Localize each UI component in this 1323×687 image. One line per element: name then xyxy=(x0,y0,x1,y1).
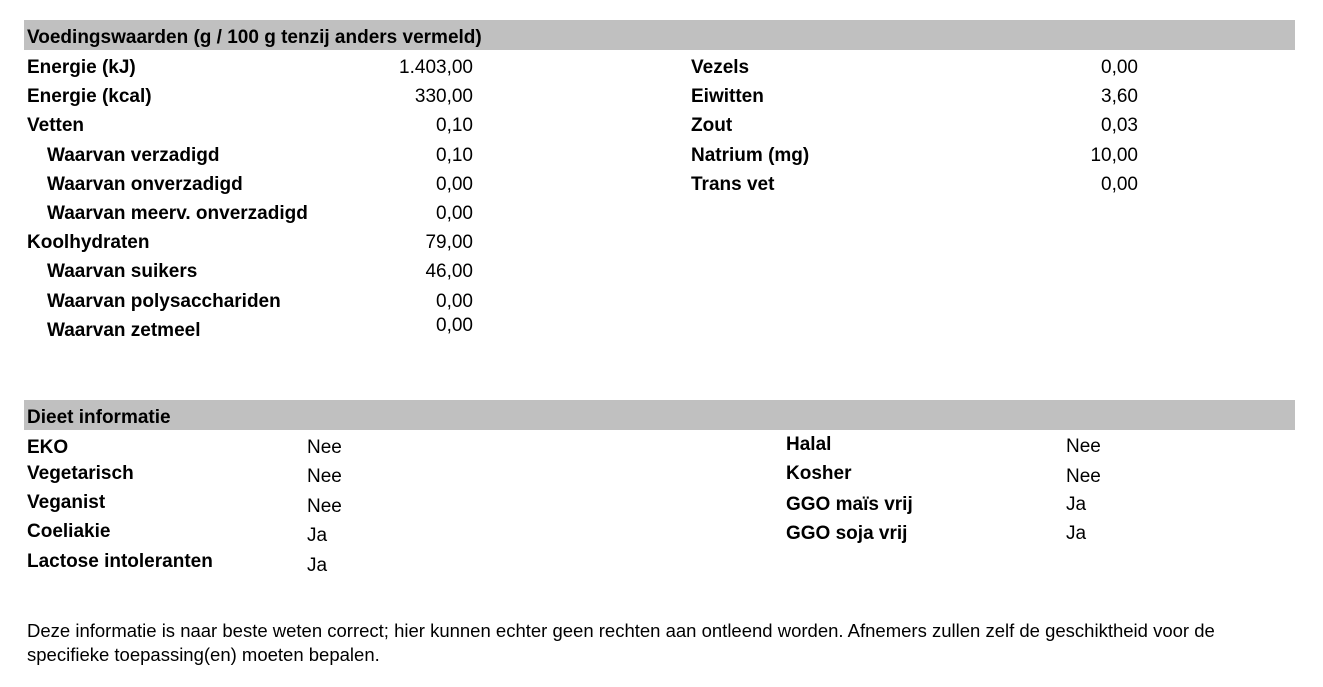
nutrition-value: 10,00 xyxy=(1090,145,1138,166)
nutrition-label: Trans vet xyxy=(691,174,775,195)
diet-title: Dieet informatie xyxy=(27,407,171,428)
disclaimer-text: Deze informatie is naar beste weten correct; hier kunnen echter geen rechten aan ontleend worden. Afnemers zullen zelf de geschiktheid voor de specifieke toepassing(en) moeten bepalen. xyxy=(27,620,1215,665)
nutrition-label: Zout xyxy=(691,115,733,136)
diet-value: Nee xyxy=(307,437,342,458)
diet-label: Veganist xyxy=(27,492,106,513)
diet-header xyxy=(24,400,1295,430)
nutrition-sublabel: Waarvan suikers xyxy=(47,261,198,282)
nutrition-label: Vezels xyxy=(691,57,750,78)
diet-value: Ja xyxy=(1066,494,1087,515)
diet-value: Nee xyxy=(307,496,342,517)
nutrition-value: 0,00 xyxy=(436,291,473,312)
diet-label: Lactose intoleranten xyxy=(27,551,213,572)
diet-label: Halal xyxy=(786,434,832,455)
diet-label: GGO soja vrij xyxy=(786,523,908,544)
nutrition-value: 0,03 xyxy=(1101,115,1138,136)
nutrition-sublabel: Waarvan meerv. onverzadigd xyxy=(47,203,308,224)
diet-value: Ja xyxy=(307,555,328,576)
diet-value: Ja xyxy=(1066,523,1087,544)
diet-label: Coeliakie xyxy=(27,521,111,542)
diet-value: Nee xyxy=(1066,436,1101,457)
nutrition-value: 330,00 xyxy=(414,86,473,107)
nutrition-label: Energie (kcal) xyxy=(27,86,152,107)
nutrition-value: 1.403,00 xyxy=(399,57,473,78)
diet-label: GGO maïs vrij xyxy=(786,494,913,515)
nutrition-value: 0,00 xyxy=(1101,57,1138,78)
nutrition-header xyxy=(24,20,1295,50)
nutrition-value: 0,00 xyxy=(436,315,473,336)
nutrition-sublabel: Waarvan verzadigd xyxy=(47,145,220,166)
diet-value: Nee xyxy=(307,466,342,487)
nutrition-value: 0,00 xyxy=(436,174,473,195)
nutrition-label: Natrium (mg) xyxy=(691,145,810,166)
diet-label: Kosher xyxy=(786,463,852,484)
diet-value: Nee xyxy=(1066,466,1101,487)
nutrition-title: Voedingswaarden (g / 100 g tenzij anders vermeld) xyxy=(27,27,482,48)
nutrition-sublabel: Waarvan polysacchariden xyxy=(47,291,281,312)
nutrition-label: Energie (kJ) xyxy=(27,57,136,78)
diet-value: Ja xyxy=(307,525,328,546)
nutrition-label: Vetten xyxy=(27,115,85,136)
nutrition-value: 79,00 xyxy=(425,232,473,253)
nutrition-sublabel: Waarvan onverzadigd xyxy=(47,174,243,195)
nutrition-value: 0,10 xyxy=(436,145,473,166)
diet-label: EKO xyxy=(27,437,69,458)
nutrition-value: 0,00 xyxy=(1101,174,1138,195)
nutrition-sublabel: Waarvan zetmeel xyxy=(47,320,201,341)
nutrition-value: 0,00 xyxy=(436,203,473,224)
nutrition-value: 3,60 xyxy=(1101,86,1138,107)
nutrition-label: Koolhydraten xyxy=(27,232,150,253)
diet-label: Vegetarisch xyxy=(27,463,134,484)
nutrition-label: Eiwitten xyxy=(691,86,764,107)
nutrition-value: 0,10 xyxy=(436,115,473,136)
nutrition-value: 46,00 xyxy=(425,261,473,282)
